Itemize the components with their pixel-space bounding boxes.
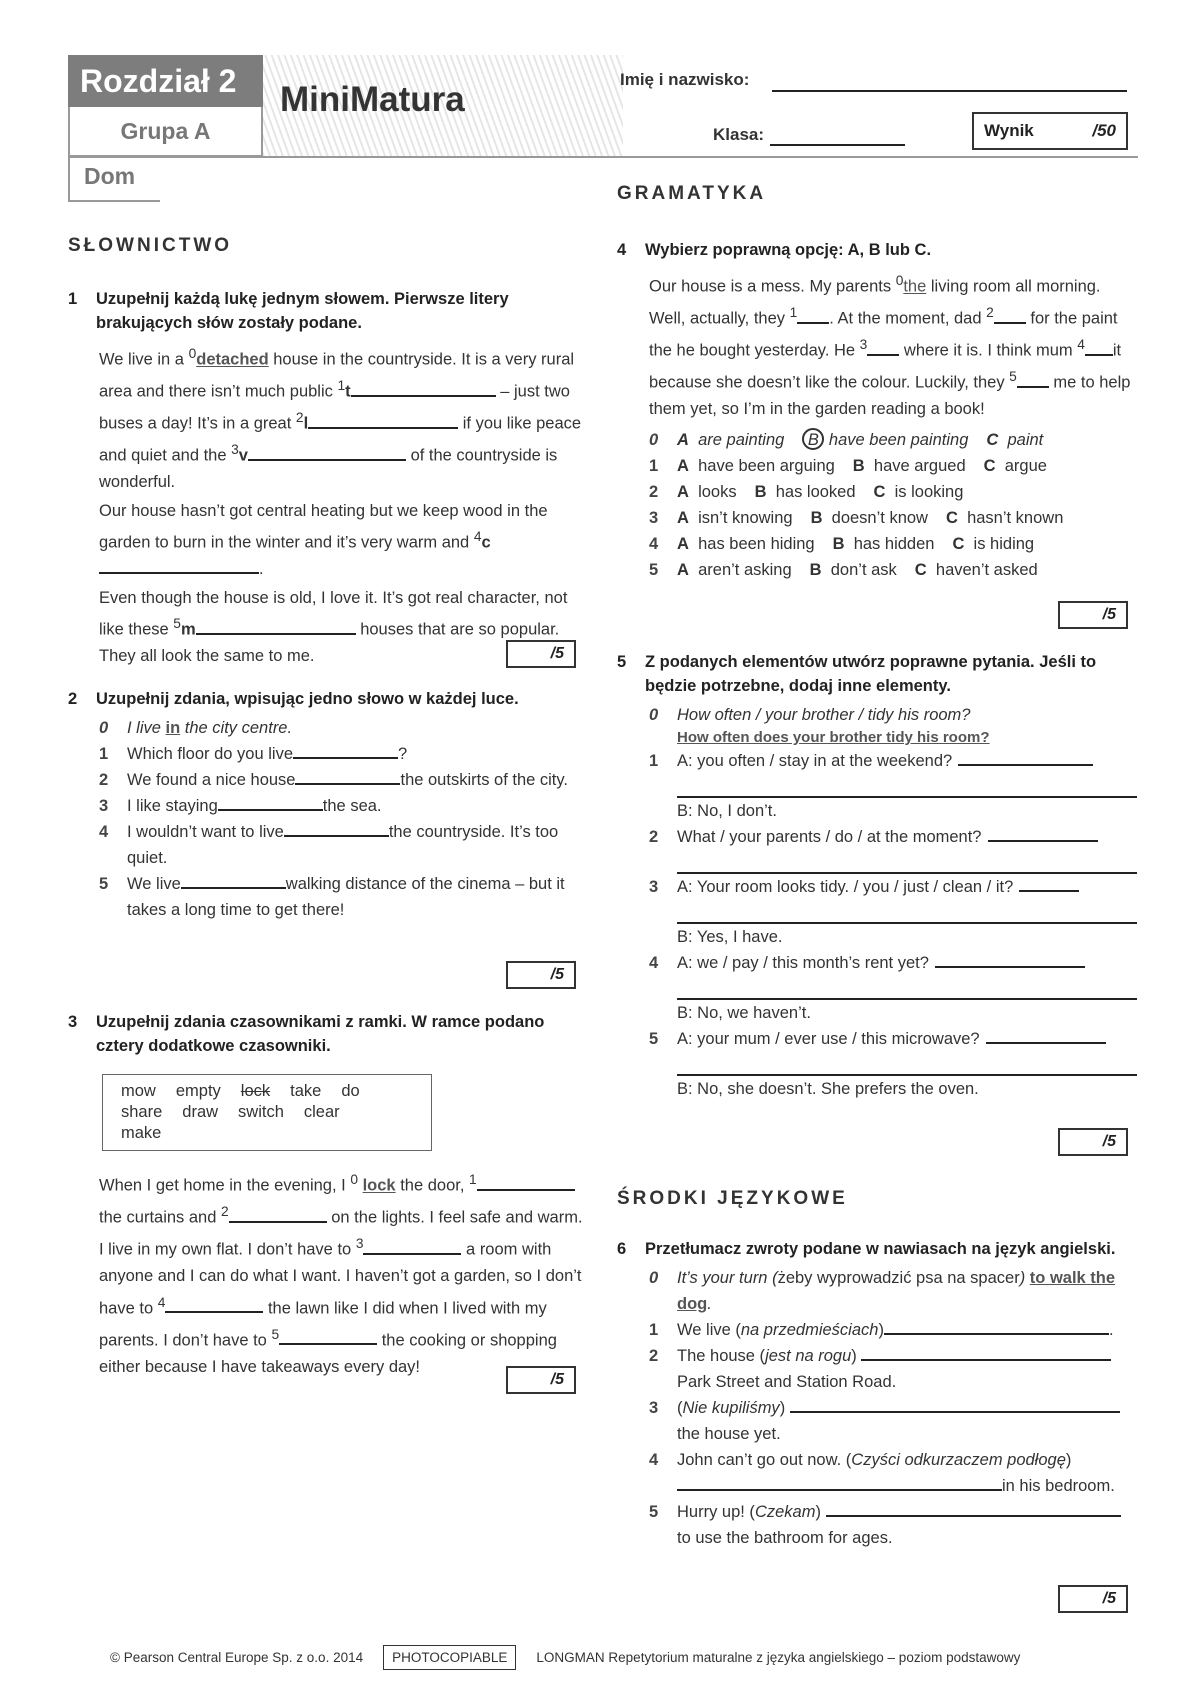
- t2-blank-4[interactable]: [284, 819, 389, 837]
- task-2-item-4: 4 I wouldn’t want to live the countryside. It’s too quiet.: [99, 819, 583, 871]
- t3-blank-4[interactable]: [165, 1295, 263, 1313]
- header-divider: [68, 156, 1138, 158]
- task-2-score[interactable]: /5: [506, 961, 576, 989]
- task-2-instruction: 2 Uzupełnij zdania, wpisując jedno słowo w każdej luce.: [68, 690, 519, 708]
- task-2-item-0: 0 I live in the city centre.: [99, 719, 293, 737]
- task-1-instruction: 1 Uzupełnij każdą lukę jednym słowem. Pierwsze litery brakujących słów zostały podane.: [68, 290, 509, 332]
- task-4-instruction: 4 Wybierz poprawną opcję: A, B lub C.: [617, 241, 932, 259]
- footer: [110, 1645, 1020, 1670]
- task-4-option-2[interactable]: 2 A looks B has looked C is looking: [649, 482, 964, 501]
- task-4-options: [649, 427, 1137, 583]
- t3-blank-1[interactable]: [477, 1173, 575, 1191]
- t3-blank-3[interactable]: [363, 1237, 461, 1255]
- task-4-text: Our house is a mess. My parents $^0$the living room all morning. Well, actually, they $^1$ . At the moment, dad $^2$ for the paint the he bought yesterday. He $^3$ where it is. I think mum $^4$ it because she doesn’t like the colour. Luckily, they $^5$ me to help them yet, so I’m in the garden reading a book!: [649, 273, 1131, 418]
- task-6-instruction: 6 Przetłumacz zwroty podane w nawiasach na język angielski.: [617, 1240, 1116, 1258]
- t4-blank-2[interactable]: [994, 306, 1026, 324]
- task-6-item-2: 2 The house (jest na rogu) Park Street and Station Road.: [649, 1343, 1137, 1395]
- t2-blank-5[interactable]: [181, 871, 286, 889]
- score-label: Wynik: [984, 121, 1034, 140]
- task-4-option-3[interactable]: 3 A isn’t knowing B doesn’t know C hasn’t known: [649, 508, 1064, 527]
- t5-answer-4[interactable]: [935, 950, 1085, 968]
- t6-answer-4[interactable]: [677, 1473, 1002, 1491]
- t3-blank-2[interactable]: [229, 1205, 327, 1223]
- t5-answer-3[interactable]: [1019, 874, 1079, 892]
- task-2: [68, 687, 583, 923]
- task-5-item-4: 4 A: we / pay / this month’s rent yet? B: No, we haven’t.: [649, 950, 1137, 1026]
- section-language: ŚRODKI JĘZYKOWE: [617, 1188, 848, 1209]
- task-6-item-5: 5 Hurry up! (Czekam) to use the bathroom for ages.: [649, 1499, 1137, 1551]
- score-total: /50: [1092, 121, 1116, 140]
- name-field[interactable]: [772, 72, 1127, 92]
- task-4-option-0: 0 A are painting B have been painting C paint: [649, 427, 1137, 453]
- task-3: [68, 1010, 588, 1380]
- t5-answer-5-line[interactable]: [677, 1052, 1137, 1076]
- task-6: [617, 1237, 1137, 1551]
- task-6-item-1: 1 We live (na przedmieściach) .: [649, 1317, 1137, 1343]
- t5-answer-2-line[interactable]: [677, 850, 1137, 874]
- section-grammar: GRAMATYKA: [617, 183, 767, 204]
- task-5-score[interactable]: /5: [1058, 1128, 1128, 1156]
- task-1-score[interactable]: /5: [506, 640, 576, 668]
- t6-answer-5[interactable]: [826, 1499, 1121, 1517]
- section-vocab: SŁOWNICTWO: [68, 235, 233, 256]
- t2-blank-3[interactable]: [218, 793, 323, 811]
- task-1: [68, 287, 583, 670]
- topic-tab: Dom: [68, 158, 160, 202]
- t1-blank-4[interactable]: [99, 556, 259, 574]
- task-3-instruction: 3 Uzupełnij zdania czasownikami z ramki. W ramce podano cztery dodatkowe czasowniki.: [68, 1013, 545, 1055]
- task-2-item-3: 3 I like staying the sea.: [99, 793, 583, 819]
- task-2-item-1: 1 Which floor do you live ?: [99, 741, 583, 767]
- task-3-text: When I get home in the evening, I $^0$ lock the door, $^1$ the curtains and $^2$ on the lights. I feel safe and warm. I live in my own flat. I don’t have to $^3$ a room with anyone and I can do what I want. I haven’t got a garden, so I don’t have to $^4$ the lawn like I did when I lived with my parents. I don’t have to $^5$ the cooking or shopping either because I have takeaways every day!: [99, 1172, 583, 1376]
- task-5-item-1: 1 A: you often / stay in at the weekend? B: No, I don’t.: [649, 748, 1137, 824]
- t5-answer-1[interactable]: [958, 748, 1093, 766]
- class-label: Klasa:: [713, 125, 765, 144]
- task-5-item-3: 3 A: Your room looks tidy. / you / just / clean / it? B: Yes, I have.: [649, 874, 1137, 950]
- t2-blank-2[interactable]: [295, 767, 400, 785]
- task-2-item-2: 2 We found a nice house the outskirts of the city.: [99, 767, 583, 793]
- task-6-item-0: 0 It’s your turn (żeby wyprowadzić psa na spacer) to walk the dog.: [649, 1269, 1116, 1313]
- page-title: MiniMatura: [280, 80, 465, 119]
- word-box: mow empty lock take do share draw switch clearmake: [102, 1074, 432, 1151]
- task-5-item-0: 0 How often / your brother / tidy his room?: [649, 706, 971, 724]
- t5-answer-2[interactable]: [988, 824, 1098, 842]
- task-5-item-2: 2 What / your parents / do / at the moment?: [649, 824, 1137, 874]
- class-field[interactable]: [770, 126, 905, 146]
- task-4: [617, 238, 1137, 583]
- task-5: [617, 650, 1137, 1102]
- task-6-items: [649, 1265, 1137, 1551]
- task-5-instruction: 5 Z podanych elementów utwórz poprawne pytania. Jeśli to będzie potrzebne, dodaj inne elementy.: [617, 653, 1097, 695]
- task-6-item-3: 3 (Nie kupiliśmy) the house yet.: [649, 1395, 1137, 1447]
- task-1-text: We live in a $^0$detached house in the countryside. It is a very rural area and there isn’t much public $^1$t – just two buses a day! It’s in a great $^2$l if you like peace and quiet and the $^3$v of the countryside is wonderful. Our house hasn’t got central heating but we keep wood in the garden to burn in the winter and it’s very warm and $^4$c. Even though the house is old, I love it. It’s got real character, not like these $^5$m houses that are so popular. They all look the same to me.: [99, 346, 582, 665]
- t5-answer-5[interactable]: [986, 1026, 1106, 1044]
- t6-answer-3[interactable]: [790, 1395, 1120, 1413]
- task-1-answer-0: detached: [196, 350, 269, 369]
- total-score-box[interactable]: [972, 112, 1128, 150]
- chapter-label: Rozdział 2: [68, 55, 263, 107]
- name-label: Imię i nazwisko:: [620, 70, 750, 89]
- t5-answer-3-line[interactable]: [677, 900, 1137, 924]
- t6-answer-2[interactable]: [861, 1343, 1111, 1361]
- t4-blank-1[interactable]: [797, 306, 829, 324]
- task-4-option-4[interactable]: 4 A has been hiding B has hidden C is hiding: [649, 534, 1035, 553]
- task-3-score[interactable]: /5: [506, 1366, 576, 1394]
- task-6-item-4: 4 John can’t go out now. (Czyści odkurzaczem podłogę) in his bedroom.: [649, 1451, 1115, 1495]
- copyright: © Pearson Central Europe Sp. z o.o. 2014: [110, 1650, 364, 1665]
- t5-answer-4-line[interactable]: [677, 976, 1137, 1000]
- task-6-score[interactable]: /5: [1058, 1585, 1128, 1613]
- task-4-option-1[interactable]: 1 A have been arguing B have argued C argue: [649, 456, 1047, 475]
- t4-blank-3[interactable]: [867, 338, 899, 356]
- task-2-items: [99, 715, 583, 923]
- t1-blank-1[interactable]: [351, 379, 496, 397]
- t5-answer-1-line[interactable]: [677, 774, 1137, 798]
- photocopiable-label: PHOTOCOPIABLE: [383, 1645, 516, 1670]
- t4-blank-4[interactable]: [1085, 338, 1113, 356]
- task-2-item-5: 5 We live walking distance of the cinema – but it takes a long time to get there!: [99, 871, 583, 923]
- task-5-items: [649, 702, 1137, 1102]
- t6-answer-1[interactable]: [884, 1317, 1109, 1335]
- task-5-example-answer: How often does your brother tidy his room?: [677, 729, 990, 746]
- task-4-option-5[interactable]: 5 A aren’t asking B don’t ask C haven’t asked: [649, 560, 1038, 579]
- group-label: Grupa A: [68, 107, 263, 157]
- task-5-item-5: 5 A: your mum / ever use / this microwave? B: No, she doesn’t. She prefers the oven.: [649, 1026, 1137, 1102]
- t4-blank-5[interactable]: [1017, 370, 1049, 388]
- task-4-score[interactable]: /5: [1058, 601, 1128, 629]
- t3-blank-5[interactable]: [279, 1327, 377, 1345]
- t1-blank-3[interactable]: [248, 443, 406, 461]
- book-title: LONGMAN Repetytorium maturalne z języka angielskiego – poziom podstawowy: [536, 1650, 1021, 1665]
- t2-blank-1[interactable]: [293, 741, 398, 759]
- t1-blank-5[interactable]: [196, 617, 356, 635]
- t1-blank-2[interactable]: [308, 411, 458, 429]
